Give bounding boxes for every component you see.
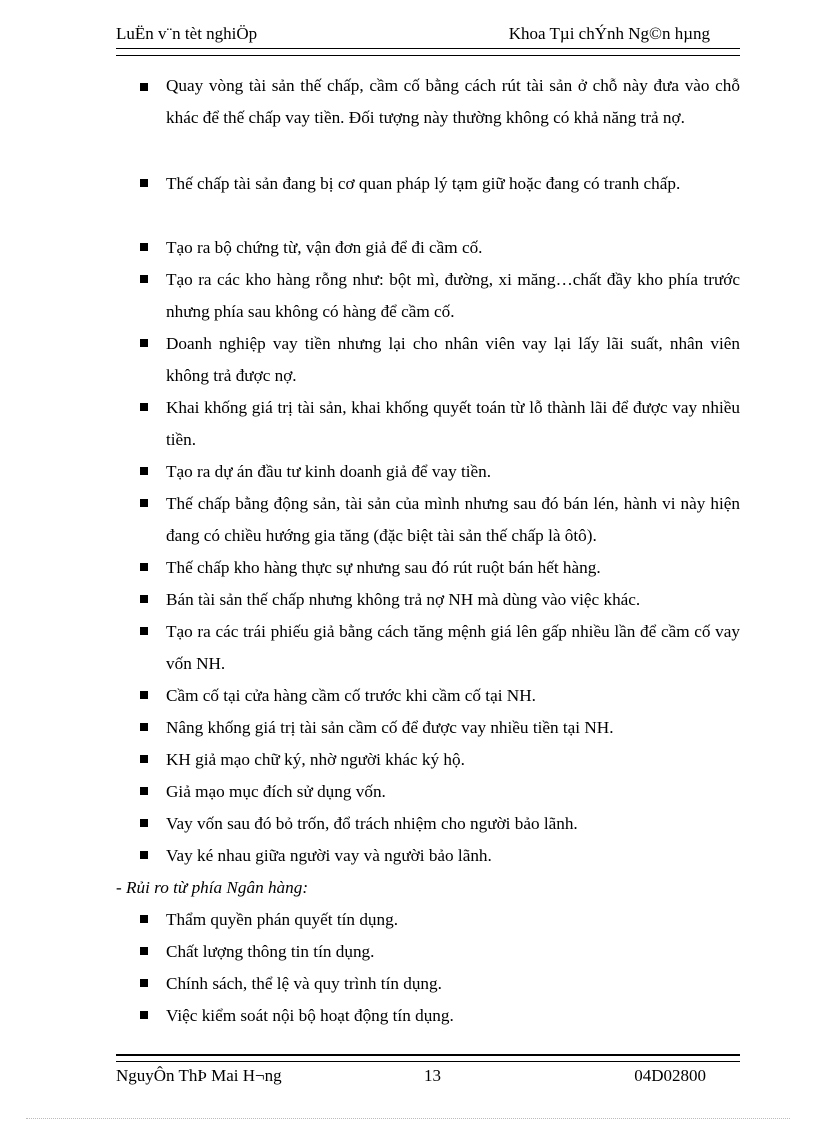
header-right-title: Khoa Tµi chÝnh Ng©n hµng [508,24,710,43]
list-item: Chất lượng thông tin tín dụng. [166,942,375,961]
bullet-marker [140,787,148,795]
bullet-marker [140,851,148,859]
header-divider [116,48,740,56]
bullet-marker [140,979,148,987]
list-item: Thế chấp kho hàng thực sự nhưng sau đó rút ruột bán hết hàng. [166,558,601,577]
list-item: Thẩm quyền phán quyết tín dụng. [166,910,398,929]
list-item: Vay ké nhau giữa người vay và người bảo lãnh. [166,846,492,865]
section-subheading: - Rủi ro từ phía Ngân hàng: [116,878,309,897]
list-item: Thế chấp bằng động sản, tài sản của mình nhưng sau đó bán lén, hành vi này hiện đang có chiều hướng gia tăng (đặc biệt tài sản thế chấp là ôtô). [166,494,740,545]
bullet-marker [140,723,148,731]
list-item: Tạo ra dự án đầu tư kinh doanh giả để vay tiền. [166,462,492,481]
footer-divider [116,1054,740,1062]
list-item: KH giả mạo chữ ký, nhờ người khác ký hộ. [166,750,465,769]
list-item: Tạo ra bộ chứng từ, vận đơn giả để đi cầm cố. [166,238,483,257]
page-footer [116,1066,740,1088]
list-item: Tạo ra các trái phiếu giả bằng cách tăng mệnh giá lên gấp nhiều lần để cầm cố vay vốn NH. [166,622,740,673]
bullet-marker [140,915,148,923]
page-header [116,24,740,46]
bullet-marker [140,403,148,411]
bullet-marker [140,467,148,475]
header-left-title: LuËn v¨n tèt nghiÖp [116,24,258,43]
list-item: Nâng khống giá trị tài sản cầm cố để được vay nhiều tiền tại NH. [166,718,614,737]
bullet-marker [140,691,148,699]
bullet-marker [140,179,148,187]
bullet-marker [140,83,148,91]
page-number: 13 [424,1066,441,1085]
bullet-marker [140,755,148,763]
bullet-marker [140,499,148,507]
list-item: Cầm cố tại cửa hàng cầm cố trước khi cầm cố tại NH. [166,686,536,705]
list-item: Khai khống giá trị tài sản, khai khống quyết toán từ lỗ thành lãi để được vay nhiều tiền. [166,398,740,449]
bullet-marker [140,243,148,251]
footer-student-id: 04D02800 [634,1066,706,1085]
list-item: Việc kiểm soát nội bộ hoạt động tín dụng. [166,1006,454,1025]
bullet-marker [140,595,148,603]
bullet-marker [140,275,148,283]
list-item: Giả mạo mục đích sử dụng vốn. [166,782,386,801]
bullet-marker [140,947,148,955]
list-item: Vay vốn sau đó bỏ trốn, đổ trách nhiệm cho người bảo lãnh. [166,814,578,833]
page-bottom-dotted-rule [26,1118,790,1119]
list-item: Thế chấp tài sản đang bị cơ quan pháp lý tạm giữ hoặc đang có tranh chấp. [166,174,681,193]
bullet-marker [140,627,148,635]
list-item: Bán tài sản thế chấp nhưng không trả nợ NH mà dùng vào việc khác. [166,590,641,609]
list-item: Doanh nghiệp vay tiền nhưng lại cho nhân viên vay lại lấy lãi suất, nhân viên không trả được nợ. [166,334,740,385]
footer-author: NguyÔn ThÞ Mai H¬ng [116,1066,282,1085]
bullet-marker [140,1011,148,1019]
bullet-marker [140,339,148,347]
list-item: Quay vòng tài sản thế chấp, cầm cố bằng cách rút tài sản ở chỗ này đưa vào chỗ khác để thế chấp vay tiền. Đối tượng này thường không có khả năng trả nợ. [166,76,740,127]
bullet-marker [140,563,148,571]
bullet-marker [140,819,148,827]
list-item: Tạo ra các kho hàng rỗng như: bột mì, đường, xi măng…chất đầy kho phía trước nhưng phía sau không có hàng để cầm cố. [166,270,740,321]
list-item: Chính sách, thể lệ và quy trình tín dụng. [166,974,442,993]
